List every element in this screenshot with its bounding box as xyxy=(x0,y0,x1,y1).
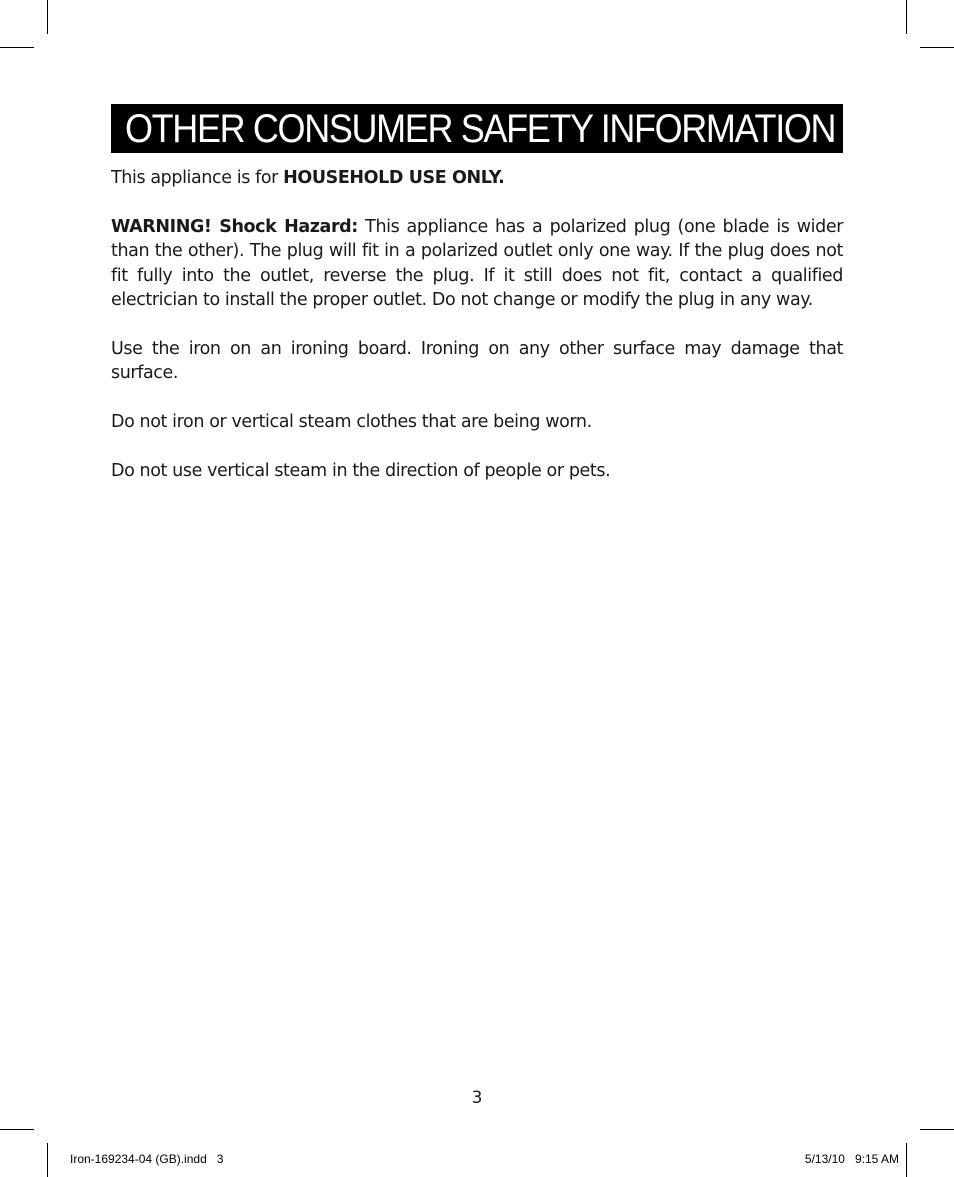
slug-timestamp: 5/13/10 9:15 AM xyxy=(804,1152,899,1166)
crop-mark xyxy=(0,47,34,48)
section-title-bar xyxy=(111,104,843,153)
paragraph-ironing-board: Use the iron on an ironing board. Ironing on any other surface may damage that surface. xyxy=(111,338,843,384)
section-title: OTHER CONSUMER SAFETY INFORMATION xyxy=(125,106,836,151)
document-body xyxy=(111,166,843,508)
paragraph-household-use: This appliance is for HOUSEHOLD USE ONLY. xyxy=(111,168,505,188)
crop-mark xyxy=(906,1143,907,1177)
warning-label: WARNING! Shock Hazard: xyxy=(111,216,358,237)
slug-file-info: Iron-169234-04 (GB).indd 3 xyxy=(70,1152,224,1166)
paragraph-shock-warning: WARNING! Shock Hazard: This appliance has a polarized plug (one blade is wider than the other). The plug will fit in a polarized outlet only one way. If the plug does not fit fully into the outlet, reverse the plug. If it still does not fit, contact a qualified electrician to install the proper outlet. Do not change or modify the plug in any way. xyxy=(111,216,843,311)
page-number: 3 xyxy=(471,1088,483,1108)
crop-mark xyxy=(0,1129,34,1130)
crop-mark xyxy=(47,1143,48,1177)
paragraph-worn-clothes: Do not iron or vertical steam clothes that are being worn. xyxy=(111,412,592,433)
crop-mark xyxy=(47,0,48,34)
crop-mark xyxy=(906,0,907,34)
crop-mark xyxy=(920,47,954,48)
paragraph-vertical-steam: Do not use vertical steam in the direction of people or pets. xyxy=(111,460,611,481)
crop-mark xyxy=(920,1129,954,1130)
